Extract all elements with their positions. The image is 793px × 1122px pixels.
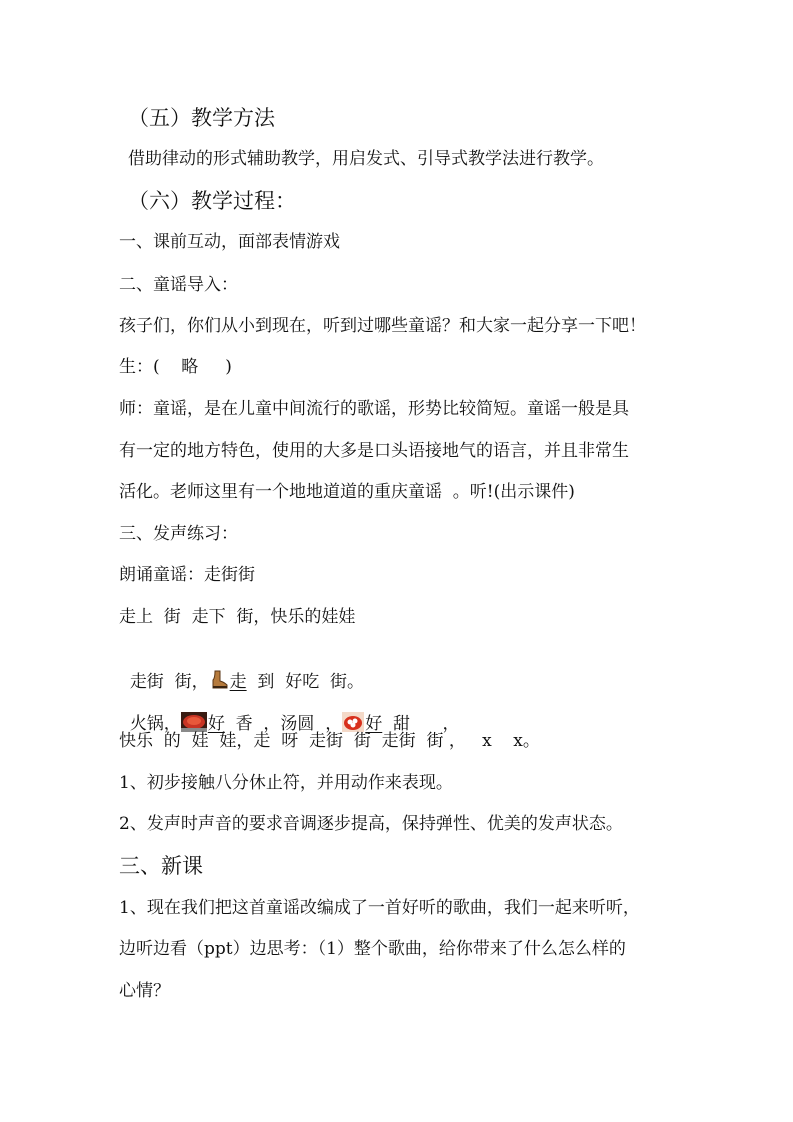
rhyme-line-3-c: 香 ，汤圆 ，: [224, 714, 343, 734]
rhyme-walk-word: 走: [229, 672, 247, 692]
teaching-method-text: 借助律动的形式辅助教学，用启发式、引导式教学法进行教学。: [128, 149, 604, 169]
section-6-title: （六）教学过程：: [128, 189, 296, 213]
rhyme-line-1: 走上 街 走下 街，快乐的娃娃: [119, 607, 356, 627]
rhyme-line-4: 快乐 的 娃 娃，走 呀 走街 街 走街 街 ， x x。: [119, 731, 540, 751]
student-answer: 生：( 略 ): [119, 357, 232, 377]
part-2-title: 二、童谣导入：: [119, 275, 238, 295]
teacher-line-2: 有一定的地方特色，使用的大多是口头语接地气的语言，并且非常生: [119, 441, 629, 461]
rhyme-sweet-word: 好: [365, 714, 383, 734]
teacher-line-1: 师：童谣，是在儿童中间流行的歌谣，形势比较简短。童谣一般是具: [119, 399, 629, 419]
question-text: 孩子们，你们从小到现在，听到过哪些童谣？和大家一起分享一下吧！: [119, 316, 646, 336]
practice-point-2: 2、发声时声音的要求音调逐步提高，保持弹性、优美的发声状态。: [119, 814, 623, 834]
section-5-title: （五）教学方法: [128, 106, 275, 130]
rhyme-line-3-a: 火锅，: [129, 714, 181, 734]
rhyme-line-2-pre: 走街 街，: [129, 672, 209, 692]
teacher-line-3: 活化。老师这里有一个地地道道的重庆童谣 。听!(出示课件): [119, 482, 575, 502]
boot-icon: [209, 670, 229, 690]
rhyme-title: 朗诵童谣：走街街: [119, 565, 255, 585]
new-lesson-line-3: 心情？: [119, 981, 170, 1001]
rhyme-fragrant-word: 好: [207, 714, 225, 734]
new-lesson-line-2: 边听边看（ppt）边思考：（1）整个歌曲，给你带来了什么怎么样的: [119, 939, 626, 959]
practice-point-1: 1、初步接触八分休止符，并用动作来表现。: [119, 773, 453, 793]
rhyme-line-2: [119, 646, 364, 694]
part-1-title: 一、课前互动，面部表情游戏: [119, 232, 340, 252]
rhyme-line-3-e: 甜 ，: [382, 714, 460, 734]
rhyme-line-2-post: 到 好吃 街。: [246, 672, 365, 692]
new-lesson-title: 三、新课: [119, 854, 203, 878]
part-3-title: 三、发声练习：: [119, 524, 238, 544]
new-lesson-line-1: 1、现在我们把这首童谣改编成了一首好听的歌曲，我们一起来听听，: [119, 898, 640, 918]
